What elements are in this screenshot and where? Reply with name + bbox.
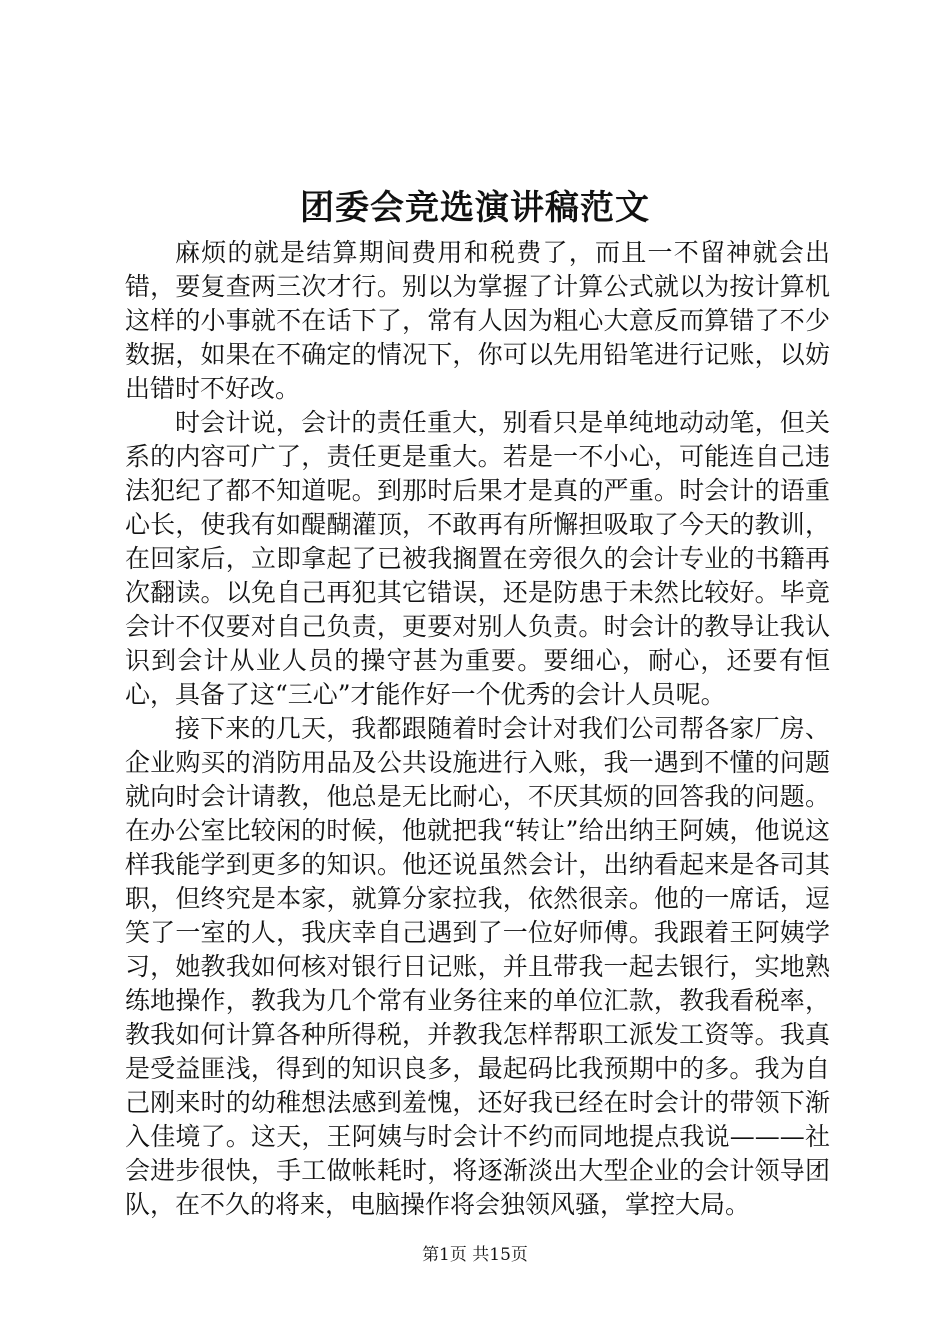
- paragraph-3: 接下来的几天，我都跟随着时会计对我们公司帮各家厂房、企业购买的消防用品及公共设施进行入账，我一遇到不懂的问题就向时会计请教，他总是无比耐心，不厌其烦的回答我的问题。在办公室比较闲的时候，他就把我“转让”给出纳王阿姨，他说这样我能学到更多的知识。他还说虽然会计，出纳看起来是各司其职，但终究是本家，就算分家拉我，依然很亲。他的一席话，逗笑了一室的人，我庆幸自己遇到了一位好师傅。我跟着王阿姨学习，她教我如何核对银行日记账，并且带我一起去银行，实地熟练地操作，教我为几个常有业务往来的单位汇款，教我看税率，教我如何计算各种所得税，并教我怎样帮职工派发工资等。我真是受益匪浅，得到的知识良多，最起码比我预期中的多。我为自己刚来时的幼稚想法感到羞愧，还好我已经在时会计的带领下渐入佳境了。这天，王阿姨与时会计不约而同地提点我说———社会进步很快，手工做帐耗时，将逐渐淡出大型企业的会计领导团队，在不久的将来，电脑操作将会独领风骚，掌控大局。: [125, 714, 830, 1219]
- document-body: [125, 236, 830, 1222]
- paragraph-1: 麻烦的就是结算期间费用和税费了，而且一不留神就会出错，要复查两三次才行。别以为掌握了计算公式就以为按计算机这样的小事就不在话下了，常有人因为粗心大意反而算错了不少数据，如果在不确定的情况下，你可以先用铅笔进行记账，以妨出错时不好改。: [125, 238, 830, 403]
- document-title: 团委会竞选演讲稿范文: [300, 188, 650, 228]
- page-footer: 第1页 共15页: [422, 1245, 528, 1265]
- paragraph-2: 时会计说，会计的责任重大，别看只是单纯地动动笔，但关系的内容可广了，责任更是重大。若是一不小心，可能连自己违法犯纪了都不知道呢。到那时后果才是真的严重。时会计的语重心长，使我有如醍醐灌顶，不敢再有所懈担吸取了今天的教训，在回家后，立即拿起了已被我搁置在旁很久的会计专业的书籍再次翻读。以免自己再犯其它错误，还是防患于未然比较好。毕竟会计不仅要对自己负责，更要对别人负责。时会计的教导让我认识到会计从业人员的操守甚为重要。要细心，耐心，还要有恒心，具备了这“三心”才能作好一个优秀的会计人员呢。: [125, 408, 830, 709]
